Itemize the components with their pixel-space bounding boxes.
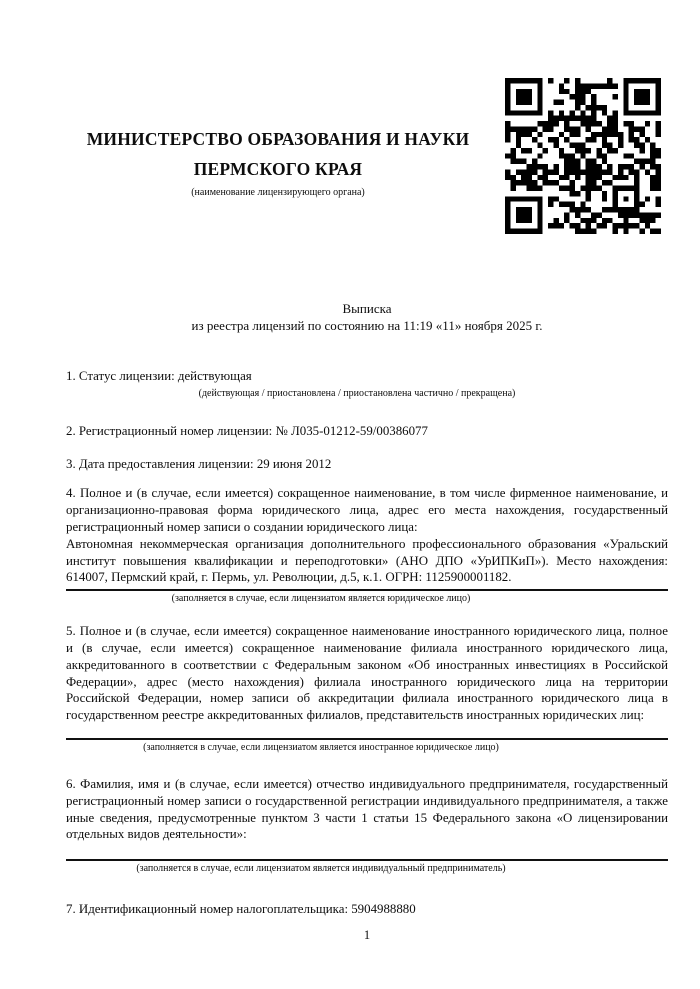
field-entrepreneur-prompt: 6. Фамилия, имя и (в случае, если имеется) отчество индивидуального предпринимателя, государственный регистрационный номер записи о государственной регистрации индивидуального предпринимателя, а также иные сведения, предусмотренные пунктом 3 части 1 статьи 15 Федерального закона «О лицензировании отдельных видов деятельности»: xyxy=(66,776,668,842)
document-title-line1: Выписка xyxy=(342,301,392,316)
field-foreign-entity-caption: (заполняется в случае, если лицензиатом является иностранное юридическое лицо) xyxy=(143,741,499,753)
fill-in-line xyxy=(66,738,668,740)
field-taxpayer-id: 7. Идентификационный номер налогоплательщика: 5904988880 xyxy=(66,902,416,917)
page-number: 1 xyxy=(363,928,371,942)
field-license-status: 1. Статус лицензии: действующая xyxy=(66,369,252,383)
field-registration-number: 2. Регистрационный номер лицензии: № Л035-01212-59/00386077 xyxy=(66,423,428,438)
authority-name xyxy=(66,124,490,184)
field-legal-entity-caption: (заполняется в случае, если лицензиатом является юридическое лицо) xyxy=(171,593,471,605)
fill-in-line xyxy=(66,589,668,591)
document-title-line2: из реестра лицензий по состоянию на 11:19 «11» ноября 2025 г. xyxy=(191,318,543,333)
field-legal-entity-value: Автономная некоммерческая организация дополнительного профессионального образования «Уральский институт повышения квалификации и переподготовки» (АНО ДПО «УрИПКиП»). Место нахождения: 614007, Пермский край, г. Пермь, ул. Революции, д.5, к.1. ОГРН: 1125900001182. xyxy=(66,536,668,585)
document-title xyxy=(66,300,668,334)
field-entrepreneur-caption: (заполняется в случае, если лицензиатом является индивидуальный предприниматель) xyxy=(136,863,506,875)
licensing-authority-header xyxy=(66,124,490,199)
authority-name-line1: МИНИСТЕРСТВО ОБРАЗОВАНИЯ И НАУКИ xyxy=(86,129,470,149)
fill-in-line xyxy=(66,859,668,861)
field-license-status-options: (действующая / приостановлена / приостановлена частично / прекращена) xyxy=(198,387,516,399)
qr-code-image xyxy=(505,78,661,234)
field-grant-date: 3. Дата предоставления лицензии: 29 июня 2012 xyxy=(66,456,332,471)
field-foreign-entity-prompt: 5. Полное и (в случае, если имеется) сокращенное наименование иностранного юридического лица, полное и (в случае, если имеется) сокращенное наименование филиала иностранного юридического лица, аккредитованного в соответствии с Федеральным законом «Об иностранных инвестициях в Российской Федерации», адрес (место нахождения) филиала иностранного юридического лица на территории Российской Федерации, номер записи об аккредитации филиала иностранного юридического лица в государственном реестре аккредитованных филиалов, представительств иностранных юридических лиц: xyxy=(66,624,668,723)
field-legal-entity-prompt: 4. Полное и (в случае, если имеется) сокращенное наименование, в том числе фирменное наименование, и организационно-правовая форма юридического лица, адрес его места нахождения, государственный регистрационный номер записи о создании юридического лица: xyxy=(66,486,668,534)
authority-caption: (наименование лицензирующего органа) xyxy=(191,187,365,198)
document-body xyxy=(66,362,668,918)
authority-name-line2: ПЕРМСКОГО КРАЯ xyxy=(193,159,363,179)
